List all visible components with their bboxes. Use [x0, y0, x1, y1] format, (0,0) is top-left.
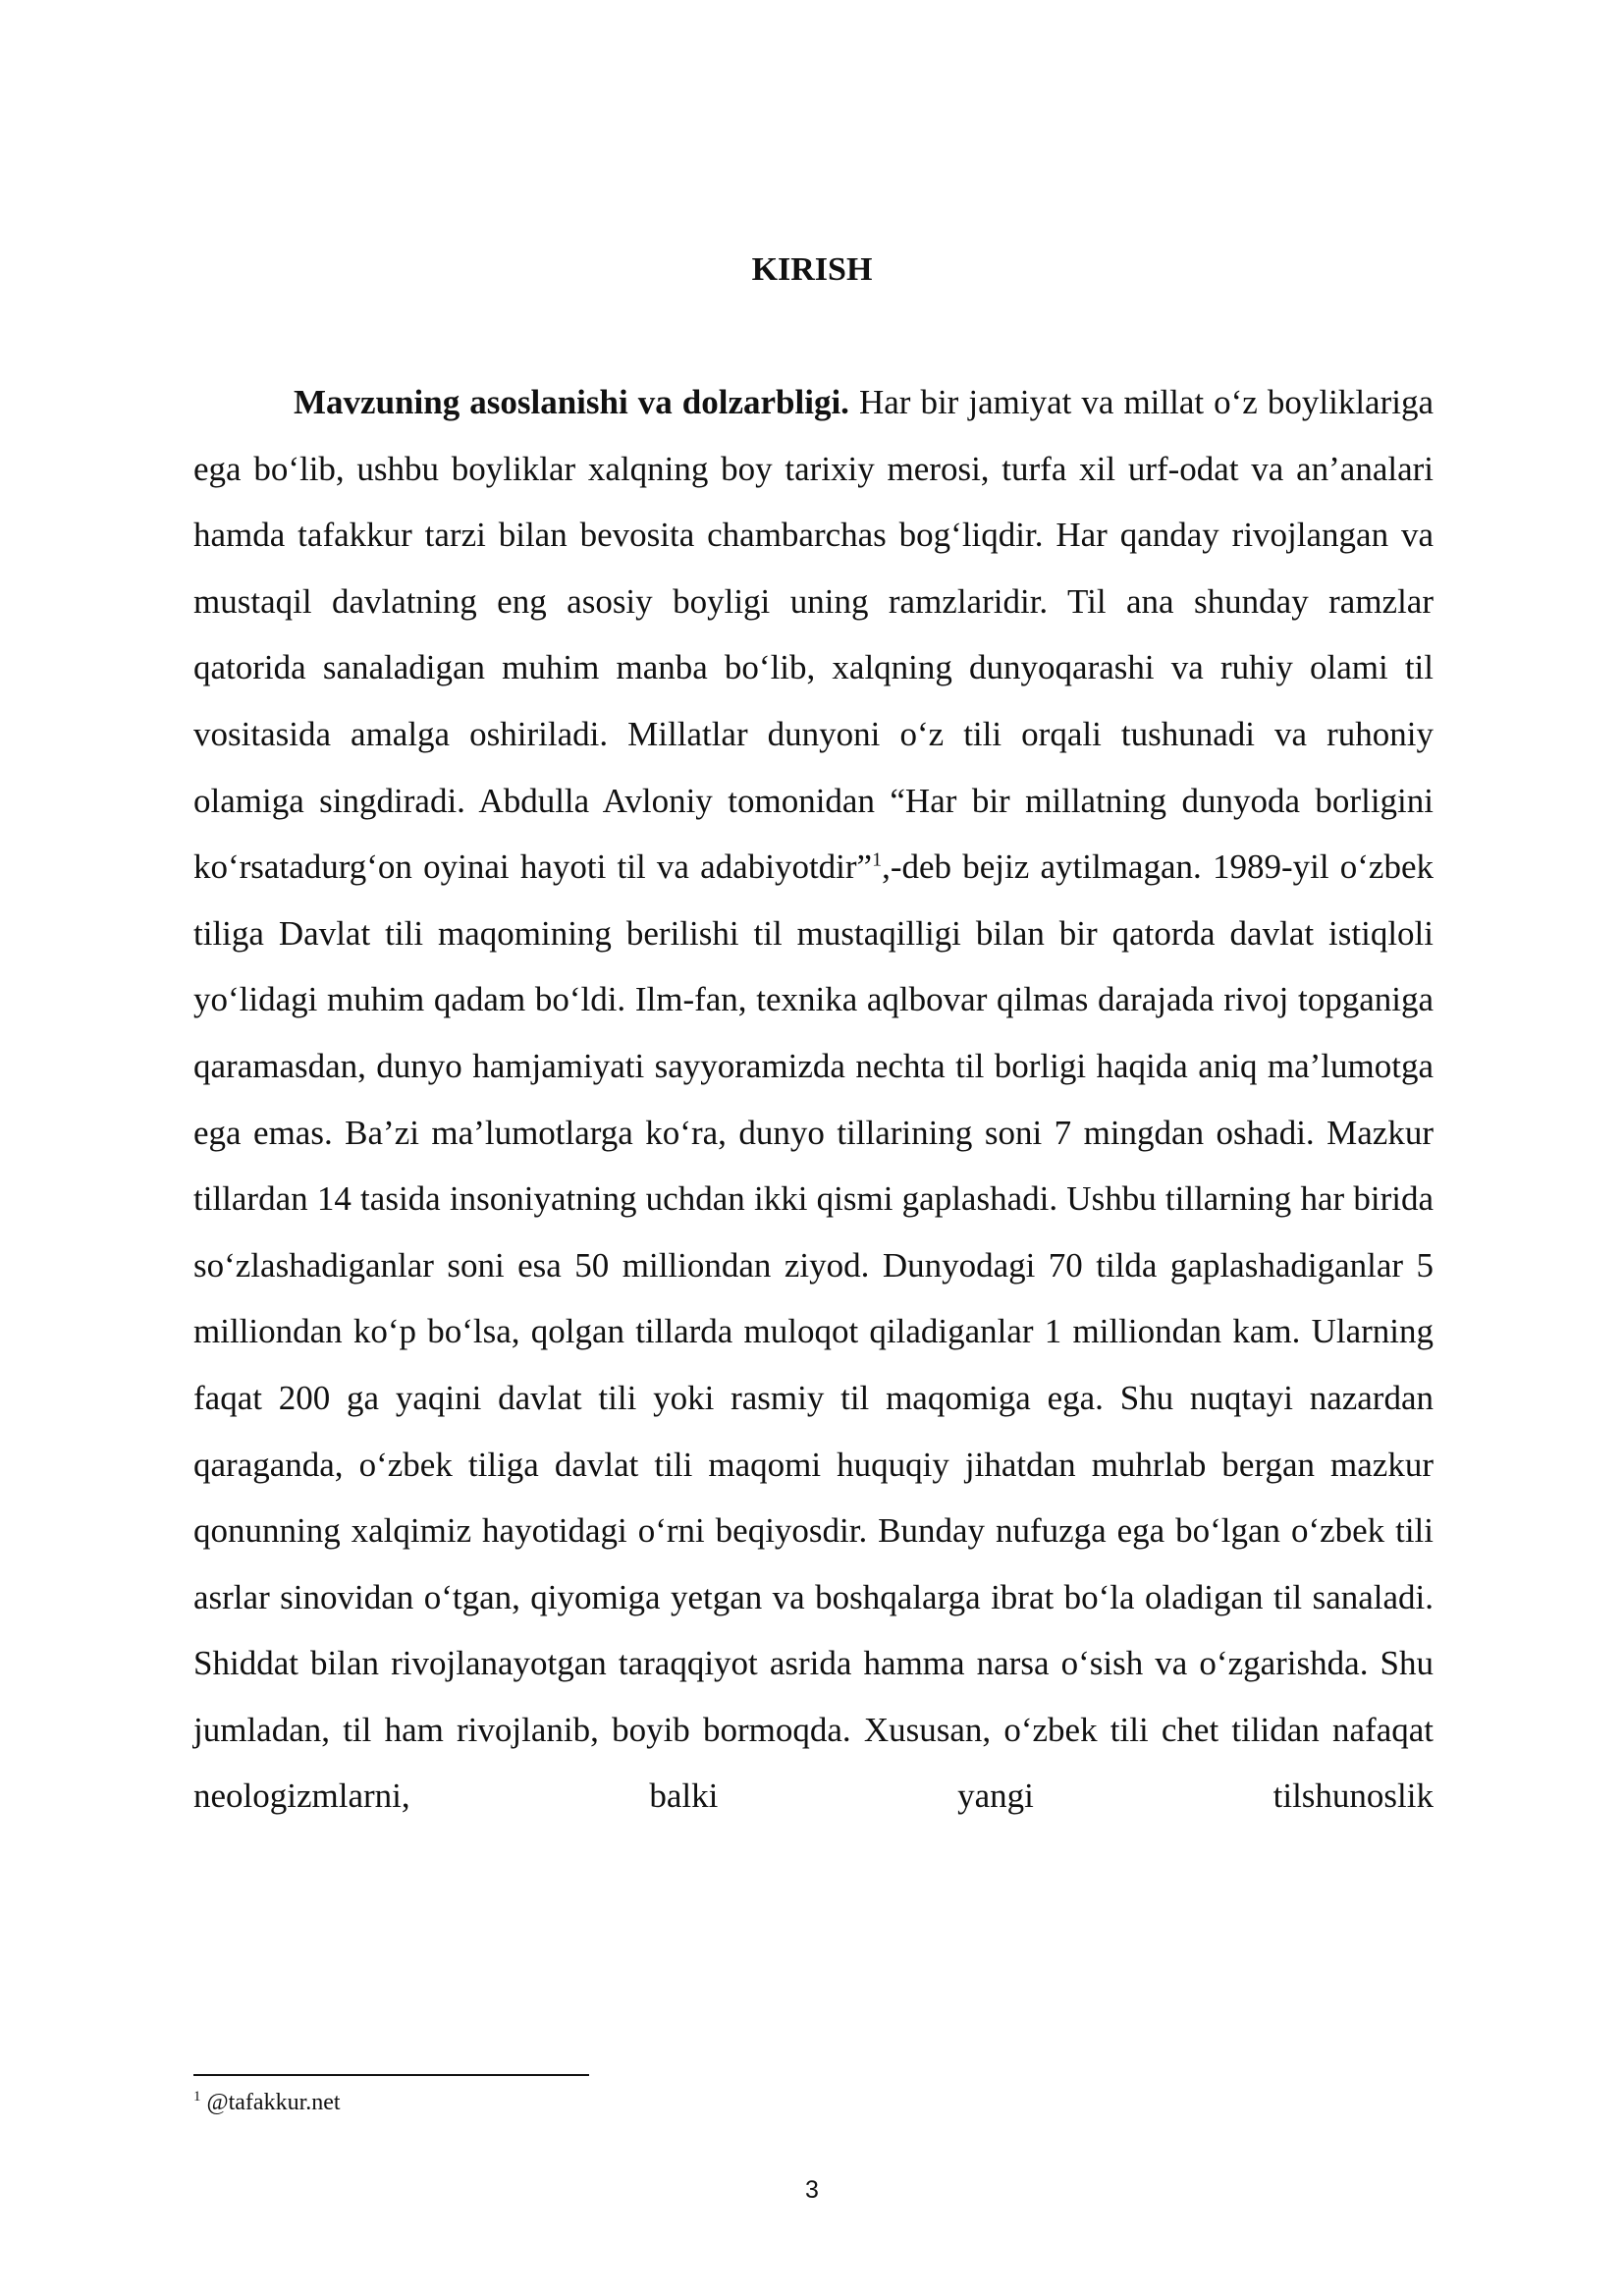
paragraph-lead: Mavzuning asoslanishi va dolzarbligi.	[294, 383, 849, 421]
body-text	[193, 369, 1434, 1830]
footnote-separator	[193, 2074, 589, 2076]
footnote-mark: 1	[193, 2089, 201, 2105]
page-number: 3	[805, 2176, 819, 2204]
footnote-text: @tafakkur.net	[206, 2090, 341, 2115]
paragraph-text-part-2: ,-deb bejiz aytilmagan. 1989-yil o‘zbek tiliga Davlat tili maqomining berilishi til mustaqilligi bilan bir qatorda davlat istiqloli yo‘lidagi muhim qadam bo‘ldi. Ilm-fan, texnika aqlbovar qilmas darajada rivoj topganiga qaramasdan, dunyo hamjamiyati sayyoramizda nechta til borligi haqida aniq ma’lumotga ega emas. Ba’zi ma’lumotlarga ko‘ra, dunyo tillarining soni 7 mingdan oshadi. Mazkur tillardan 14 tasida insoniyatning uchdan ikki qismi gaplashadi. Ushbu tillarning har birida so‘zlashadiganlar soni esa 50 milliondan ziyod. Dunyodagi 70 tilda gaplashadiganlar 5 milliondan ko‘p bo‘lsa, qolgan tillarda muloqot qiladiganlar 1 milliondan kam. Ularning faqat 200 ga yaqini davlat tili yoki rasmiy til maqomiga ega. Shu nuqtayi nazardan qaraganda, o‘zbek tiliga davlat tili maqomi huquqiy jihatdan muhrlab bergan mazkur qonunning xalqimiz hayotidagi o‘rni beqiyosdir. Bunday nufuzga ega bo‘lgan o‘zbek tili asrlar sinovidan o‘tgan, qiyomiga yetgan va boshqalarga ibrat bo‘la oladigan til sanaladi. Shiddat bilan rivojlanayotgan taraqqiyot asrida hamma narsa o‘sish va o‘zgarishda. Shu jumladan, til ham rivojlanib, boyib bormoqda. Xususan, o‘zbek tili chet tilidan nafaqat neologizmlarni, balki yangi tilshunoslik	[193, 847, 1434, 1816]
paragraph	[193, 369, 1434, 1830]
paragraph-text-part-1: Har bir jamiyat va millat o‘z boyliklariga ega bo‘lib, ushbu boyliklar xalqning boy tarixiy merosi, turfa xil urf-odat va an’analari hamda tafakkur tarzi bilan bevosita chambarchas bog‘liqdir. Har qanday rivojlangan va mustaqil davlatning eng asosiy boyligi uning ramzlaridir. Til ana shunday ramzlar qatorida sanaladigan muhim manba bo‘lib, xalqning dunyoqarashi va ruhiy olami til vositasida amalga oshiriladi. Millatlar dunyoni o‘z tili orqali tushunadi va ruhoniy olamiga singdiradi. Abdulla Avloniy tomonidan “Har bir millatning dunyoda borligini ko‘rsatadurg‘on oyinai hayoti til va adabiyotdir”	[193, 383, 1434, 887]
section-title: KIRISH	[751, 251, 873, 288]
footnote	[193, 2088, 341, 2117]
footnote-reference[interactable]: 1	[872, 848, 883, 871]
